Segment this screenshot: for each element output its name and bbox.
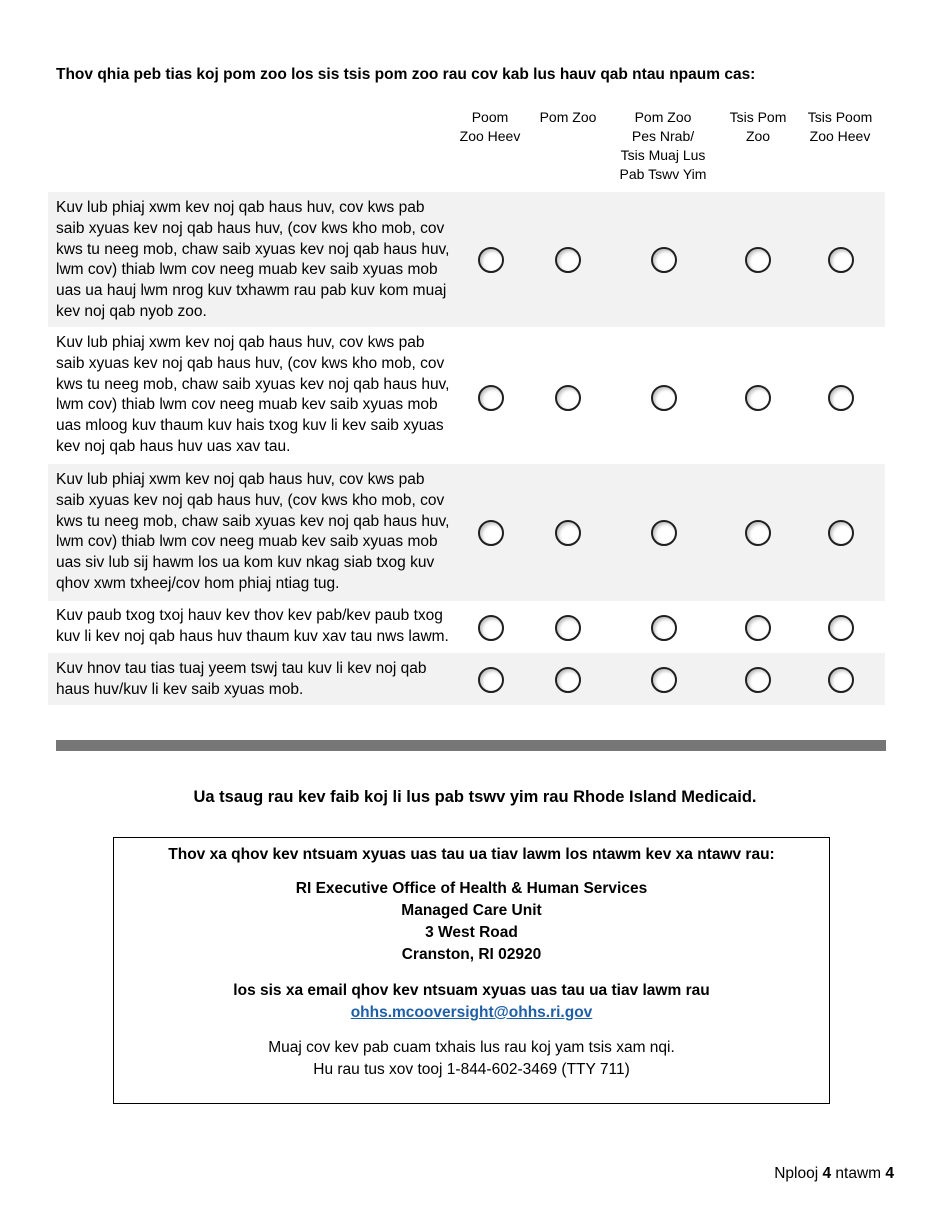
radio-strongly-disagree[interactable] <box>828 667 854 693</box>
contact-box <box>113 837 830 1104</box>
survey-row <box>48 192 885 327</box>
column-header-strongly-agree: Poom Zoo Heev <box>459 109 521 144</box>
radio-disagree[interactable] <box>745 667 771 693</box>
radio-agree[interactable] <box>555 520 581 546</box>
section-divider <box>56 740 886 751</box>
instruction-text: Thov qhia peb tias koj pom zoo los sis tsis pom zoo rau cov kab lus hauv qab ntau npaum cas: <box>56 66 756 83</box>
radio-agree[interactable] <box>555 615 581 641</box>
mail-instruction: Thov xa qhov kev ntsuam xyuas uas tau ua tiav lawm los ntawm kev xa ntawv rau: <box>168 846 775 863</box>
survey-row <box>48 601 885 653</box>
radio-strongly-disagree[interactable] <box>828 247 854 273</box>
radio-neutral[interactable] <box>651 520 677 546</box>
statement-text: Kuv hnov tau tias tuaj yeem tswj tau kuv li kev noj qab haus huv/kuv li kev saib xyuas mob. <box>56 660 427 698</box>
radio-disagree[interactable] <box>745 520 771 546</box>
survey-row <box>48 464 885 601</box>
radio-neutral[interactable] <box>651 385 677 411</box>
statement-text: Kuv lub phiaj xwm kev noj qab haus huv, cov kws pab saib xyuas kev noj qab haus huv, (cov kws kho mob, cov kws tu neeg mob, chaw saib xyuas kev noj qab haus huv, lwm cov) thiab lwm cov neeg muab kev saib xyuas mob uas ua hauj lwm nrog kuv txhawm rau pab kuv kom muaj kev noj qab nyob zoo. <box>56 199 450 320</box>
page-number <box>774 1165 894 1183</box>
survey-row <box>48 653 885 705</box>
radio-neutral[interactable] <box>651 615 677 641</box>
radio-strongly-disagree[interactable] <box>828 385 854 411</box>
radio-disagree[interactable] <box>745 385 771 411</box>
column-header-strongly-disagree: Tsis Poom Zoo Heev <box>807 109 873 144</box>
column-header-agree: Pom Zoo <box>539 109 597 125</box>
radio-agree[interactable] <box>555 247 581 273</box>
radio-neutral[interactable] <box>651 247 677 273</box>
org-name: RI Executive Office of Health & Human Services <box>295 880 648 897</box>
phone-help-text: Hu rau tus xov tooj 1-844-602-3469 (TTY 711) <box>313 1061 630 1078</box>
email-link[interactable]: ohhs.mcooversight@ohhs.ri.gov <box>350 1004 593 1021</box>
radio-neutral[interactable] <box>651 667 677 693</box>
column-header-neutral: Pom Zoo Pes Nrab/ Tsis Muaj Lus Pab Tswv Yim <box>619 109 707 182</box>
statement-text: Kuv lub phiaj xwm kev noj qab haus huv, cov kws pab saib xyuas kev noj qab haus huv, (cov kws kho mob, cov kws tu neeg mob, chaw saib xyuas kev noj qab haus huv, lwm cov) thiab lwm cov neeg muab kev saib xyuas mob uas mloog kuv thaum kuv hais txog kuv li kev saib xyuas kev noj qab haus huv uas xav tau. <box>56 334 450 455</box>
radio-strongly-agree[interactable] <box>478 615 504 641</box>
radio-agree[interactable] <box>555 385 581 411</box>
page-label-prefix: Nplooj <box>774 1165 823 1182</box>
radio-agree[interactable] <box>555 667 581 693</box>
radio-strongly-disagree[interactable] <box>828 520 854 546</box>
statement-text: Kuv lub phiaj xwm kev noj qab haus huv, cov kws pab saib xyuas kev noj qab haus huv, (cov kws kho mob, cov kws tu neeg mob, chaw saib xyuas kev noj qab haus huv, lwm cov) thiab lwm cov neeg muab kev saib xyuas mob uas siv lub sij hawm los ua kom kuv nkag siab txog kuv qhov xwm txheej/cov hom phiaj ntiag tug. <box>56 471 450 592</box>
street-address: 3 West Road <box>425 924 518 941</box>
radio-strongly-agree[interactable] <box>478 520 504 546</box>
radio-strongly-agree[interactable] <box>478 247 504 273</box>
city-address: Cranston, RI 02920 <box>401 946 542 963</box>
language-help-text: Muaj cov kev pab cuam txhais lus rau koj yam tsis xam nqi. <box>268 1039 675 1056</box>
email-instruction: los sis xa email qhov kev ntsuam xyuas uas tau ua tiav lawm rau <box>233 982 710 999</box>
radio-strongly-disagree[interactable] <box>828 615 854 641</box>
radio-disagree[interactable] <box>745 247 771 273</box>
thank-you-heading: Ua tsaug rau kev faib koj li lus pab tswv yim rau Rhode Island Medicaid. <box>193 788 757 806</box>
survey-row <box>48 327 885 464</box>
column-header-disagree: Tsis Pom Zoo <box>729 109 787 144</box>
radio-strongly-agree[interactable] <box>478 667 504 693</box>
unit-name: Managed Care Unit <box>401 902 542 919</box>
total-pages: 4 <box>885 1165 894 1182</box>
radio-strongly-agree[interactable] <box>478 385 504 411</box>
page-label-middle: ntawm <box>831 1165 886 1182</box>
statement-text: Kuv paub txog txoj hauv kev thov kev pab/kev paub txog kuv li kev noj qab haus huv thaum kuv xav tau nws lawm. <box>56 607 449 645</box>
radio-disagree[interactable] <box>745 615 771 641</box>
current-page: 4 <box>822 1165 832 1182</box>
